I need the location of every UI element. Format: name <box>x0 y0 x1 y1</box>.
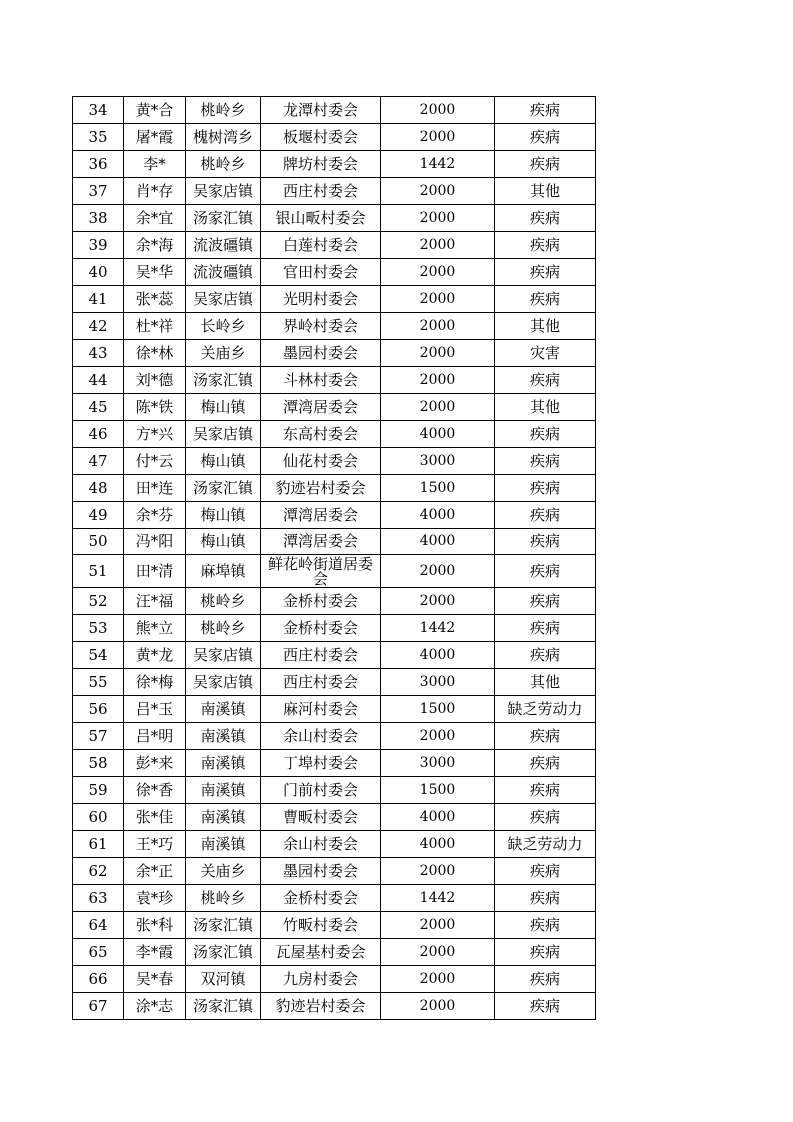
name-cell: 熊*立 <box>124 615 186 642</box>
seq-cell: 52 <box>73 588 124 615</box>
reason-cell: 疾病 <box>495 858 596 885</box>
reason-cell: 疾病 <box>495 804 596 831</box>
reason-cell: 疾病 <box>495 642 596 669</box>
name-cell: 杜*祥 <box>124 312 186 339</box>
amount-cell: 2000 <box>381 258 495 285</box>
town-cell: 吴家店镇 <box>186 177 261 204</box>
reason-cell: 疾病 <box>495 885 596 912</box>
village-cell: 余山村委会 <box>261 831 381 858</box>
town-cell: 吴家店镇 <box>186 642 261 669</box>
table-row <box>73 474 596 501</box>
village-cell: 门前村委会 <box>261 777 381 804</box>
seq-cell: 36 <box>73 150 124 177</box>
village-cell: 竹畈村委会 <box>261 912 381 939</box>
amount-cell: 2000 <box>381 204 495 231</box>
table-row <box>73 939 596 966</box>
reason-cell: 疾病 <box>495 204 596 231</box>
village-cell: 金桥村委会 <box>261 615 381 642</box>
amount-cell: 2000 <box>381 912 495 939</box>
village-cell: 东高村委会 <box>261 420 381 447</box>
village-cell: 金桥村委会 <box>261 885 381 912</box>
village-cell: 曹畈村委会 <box>261 804 381 831</box>
name-cell: 徐*香 <box>124 777 186 804</box>
amount-cell: 4000 <box>381 501 495 528</box>
seq-cell: 58 <box>73 750 124 777</box>
name-cell: 张*蕊 <box>124 285 186 312</box>
town-cell: 槐树湾乡 <box>186 123 261 150</box>
name-cell: 王*巧 <box>124 831 186 858</box>
table-row <box>73 804 596 831</box>
amount-cell: 3000 <box>381 750 495 777</box>
name-cell: 彭*来 <box>124 750 186 777</box>
reason-cell: 疾病 <box>495 723 596 750</box>
name-cell: 吴*春 <box>124 966 186 993</box>
town-cell: 南溪镇 <box>186 777 261 804</box>
village-cell: 潭湾居委会 <box>261 528 381 555</box>
town-cell: 南溪镇 <box>186 696 261 723</box>
name-cell: 黄*合 <box>124 97 186 124</box>
amount-cell: 2000 <box>381 123 495 150</box>
table-row <box>73 285 596 312</box>
name-cell: 张*科 <box>124 912 186 939</box>
table-row <box>73 555 596 588</box>
village-cell: 鲜花岭街道居委会 <box>261 555 381 588</box>
name-cell: 刘*德 <box>124 366 186 393</box>
town-cell: 流波礓镇 <box>186 231 261 258</box>
amount-cell: 2000 <box>381 285 495 312</box>
table-row <box>73 447 596 474</box>
seq-cell: 57 <box>73 723 124 750</box>
name-cell: 吕*玉 <box>124 696 186 723</box>
town-cell: 流波礓镇 <box>186 258 261 285</box>
reason-cell: 疾病 <box>495 777 596 804</box>
village-cell: 仙花村委会 <box>261 447 381 474</box>
reason-cell: 其他 <box>495 669 596 696</box>
town-cell: 关庙乡 <box>186 858 261 885</box>
reason-cell: 疾病 <box>495 231 596 258</box>
seq-cell: 41 <box>73 285 124 312</box>
seq-cell: 42 <box>73 312 124 339</box>
reason-cell: 疾病 <box>495 447 596 474</box>
table-row <box>73 723 596 750</box>
town-cell: 南溪镇 <box>186 750 261 777</box>
village-cell: 西庄村委会 <box>261 177 381 204</box>
table-row <box>73 366 596 393</box>
town-cell: 桃岭乡 <box>186 150 261 177</box>
seq-cell: 47 <box>73 447 124 474</box>
name-cell: 汪*福 <box>124 588 186 615</box>
village-cell: 潭湾居委会 <box>261 393 381 420</box>
table-row <box>73 966 596 993</box>
seq-cell: 62 <box>73 858 124 885</box>
table-row <box>73 750 596 777</box>
amount-cell: 2000 <box>381 393 495 420</box>
town-cell: 南溪镇 <box>186 804 261 831</box>
table-row <box>73 885 596 912</box>
table-row <box>73 615 596 642</box>
table-row <box>73 258 596 285</box>
records-table-body <box>73 97 596 1020</box>
seq-cell: 50 <box>73 528 124 555</box>
reason-cell: 疾病 <box>495 555 596 588</box>
reason-cell: 疾病 <box>495 501 596 528</box>
table-row <box>73 150 596 177</box>
village-cell: 瓦屋基村委会 <box>261 939 381 966</box>
name-cell: 冯*阳 <box>124 528 186 555</box>
town-cell: 桃岭乡 <box>186 615 261 642</box>
seq-cell: 35 <box>73 123 124 150</box>
village-cell: 豹迹岩村委会 <box>261 474 381 501</box>
seq-cell: 39 <box>73 231 124 258</box>
reason-cell: 疾病 <box>495 150 596 177</box>
amount-cell: 2000 <box>381 939 495 966</box>
seq-cell: 61 <box>73 831 124 858</box>
town-cell: 吴家店镇 <box>186 285 261 312</box>
town-cell: 长岭乡 <box>186 312 261 339</box>
reason-cell: 其他 <box>495 393 596 420</box>
amount-cell: 2000 <box>381 993 495 1020</box>
town-cell: 汤家汇镇 <box>186 993 261 1020</box>
table-row <box>73 696 596 723</box>
name-cell: 袁*珍 <box>124 885 186 912</box>
name-cell: 徐*林 <box>124 339 186 366</box>
reason-cell: 疾病 <box>495 285 596 312</box>
reason-cell: 缺乏劳动力 <box>495 696 596 723</box>
reason-cell: 灾害 <box>495 339 596 366</box>
amount-cell: 2000 <box>381 97 495 124</box>
table-row <box>73 669 596 696</box>
name-cell: 张*佳 <box>124 804 186 831</box>
amount-cell: 2000 <box>381 858 495 885</box>
seq-cell: 49 <box>73 501 124 528</box>
table-row <box>73 312 596 339</box>
town-cell: 麻埠镇 <box>186 555 261 588</box>
table-row <box>73 339 596 366</box>
seq-cell: 37 <box>73 177 124 204</box>
town-cell: 关庙乡 <box>186 339 261 366</box>
reason-cell: 疾病 <box>495 939 596 966</box>
records-table <box>72 96 596 1020</box>
seq-cell: 44 <box>73 366 124 393</box>
amount-cell: 1500 <box>381 777 495 804</box>
reason-cell: 疾病 <box>495 912 596 939</box>
village-cell: 界岭村委会 <box>261 312 381 339</box>
table-row <box>73 420 596 447</box>
village-cell: 余山村委会 <box>261 723 381 750</box>
seq-cell: 48 <box>73 474 124 501</box>
name-cell: 肖*存 <box>124 177 186 204</box>
table-row <box>73 501 596 528</box>
amount-cell: 3000 <box>381 669 495 696</box>
town-cell: 桃岭乡 <box>186 885 261 912</box>
table-row <box>73 993 596 1020</box>
village-cell: 潭湾居委会 <box>261 501 381 528</box>
name-cell: 屠*霞 <box>124 123 186 150</box>
amount-cell: 2000 <box>381 231 495 258</box>
reason-cell: 疾病 <box>495 588 596 615</box>
reason-cell: 疾病 <box>495 97 596 124</box>
amount-cell: 2000 <box>381 366 495 393</box>
reason-cell: 疾病 <box>495 366 596 393</box>
town-cell: 汤家汇镇 <box>186 204 261 231</box>
town-cell: 桃岭乡 <box>186 588 261 615</box>
table-row <box>73 177 596 204</box>
name-cell: 李* <box>124 150 186 177</box>
table-row <box>73 123 596 150</box>
seq-cell: 59 <box>73 777 124 804</box>
amount-cell: 4000 <box>381 420 495 447</box>
village-cell: 牌坊村委会 <box>261 150 381 177</box>
reason-cell: 其他 <box>495 312 596 339</box>
seq-cell: 64 <box>73 912 124 939</box>
town-cell: 吴家店镇 <box>186 420 261 447</box>
reason-cell: 疾病 <box>495 615 596 642</box>
table-row <box>73 858 596 885</box>
town-cell: 汤家汇镇 <box>186 366 261 393</box>
seq-cell: 55 <box>73 669 124 696</box>
amount-cell: 1500 <box>381 696 495 723</box>
town-cell: 汤家汇镇 <box>186 912 261 939</box>
name-cell: 余*宜 <box>124 204 186 231</box>
name-cell: 田*连 <box>124 474 186 501</box>
name-cell: 李*霞 <box>124 939 186 966</box>
reason-cell: 疾病 <box>495 528 596 555</box>
village-cell: 麻河村委会 <box>261 696 381 723</box>
seq-cell: 38 <box>73 204 124 231</box>
name-cell: 付*云 <box>124 447 186 474</box>
village-cell: 龙潭村委会 <box>261 97 381 124</box>
village-cell: 丁埠村委会 <box>261 750 381 777</box>
village-cell: 西庄村委会 <box>261 669 381 696</box>
village-cell: 白莲村委会 <box>261 231 381 258</box>
reason-cell: 疾病 <box>495 966 596 993</box>
reason-cell: 疾病 <box>495 123 596 150</box>
amount-cell: 1500 <box>381 474 495 501</box>
amount-cell: 2000 <box>381 723 495 750</box>
village-cell: 墨园村委会 <box>261 858 381 885</box>
amount-cell: 1442 <box>381 885 495 912</box>
seq-cell: 45 <box>73 393 124 420</box>
name-cell: 余*海 <box>124 231 186 258</box>
village-cell: 墨园村委会 <box>261 339 381 366</box>
town-cell: 双河镇 <box>186 966 261 993</box>
name-cell: 方*兴 <box>124 420 186 447</box>
seq-cell: 51 <box>73 555 124 588</box>
village-cell: 西庄村委会 <box>261 642 381 669</box>
seq-cell: 43 <box>73 339 124 366</box>
seq-cell: 53 <box>73 615 124 642</box>
table-row <box>73 912 596 939</box>
seq-cell: 67 <box>73 993 124 1020</box>
seq-cell: 56 <box>73 696 124 723</box>
amount-cell: 2000 <box>381 177 495 204</box>
town-cell: 汤家汇镇 <box>186 474 261 501</box>
name-cell: 田*清 <box>124 555 186 588</box>
table-row <box>73 831 596 858</box>
table-row <box>73 528 596 555</box>
amount-cell: 4000 <box>381 528 495 555</box>
reason-cell: 疾病 <box>495 750 596 777</box>
town-cell: 南溪镇 <box>186 831 261 858</box>
table-row <box>73 393 596 420</box>
town-cell: 吴家店镇 <box>186 669 261 696</box>
amount-cell: 2000 <box>381 588 495 615</box>
name-cell: 吴*华 <box>124 258 186 285</box>
table-row <box>73 204 596 231</box>
name-cell: 黄*龙 <box>124 642 186 669</box>
seq-cell: 34 <box>73 97 124 124</box>
village-cell: 金桥村委会 <box>261 588 381 615</box>
reason-cell: 疾病 <box>495 258 596 285</box>
town-cell: 梅山镇 <box>186 528 261 555</box>
reason-cell: 其他 <box>495 177 596 204</box>
town-cell: 桃岭乡 <box>186 97 261 124</box>
town-cell: 汤家汇镇 <box>186 939 261 966</box>
amount-cell: 2000 <box>381 555 495 588</box>
table-row <box>73 777 596 804</box>
amount-cell: 4000 <box>381 804 495 831</box>
village-cell: 豹迹岩村委会 <box>261 993 381 1020</box>
seq-cell: 40 <box>73 258 124 285</box>
village-cell: 银山畈村委会 <box>261 204 381 231</box>
reason-cell: 疾病 <box>495 420 596 447</box>
table-row <box>73 588 596 615</box>
reason-cell: 疾病 <box>495 993 596 1020</box>
seq-cell: 54 <box>73 642 124 669</box>
town-cell: 梅山镇 <box>186 393 261 420</box>
village-cell: 九房村委会 <box>261 966 381 993</box>
town-cell: 梅山镇 <box>186 447 261 474</box>
seq-cell: 66 <box>73 966 124 993</box>
table-row <box>73 642 596 669</box>
village-cell: 板堰村委会 <box>261 123 381 150</box>
village-cell: 官田村委会 <box>261 258 381 285</box>
name-cell: 吕*明 <box>124 723 186 750</box>
amount-cell: 2000 <box>381 339 495 366</box>
name-cell: 涂*志 <box>124 993 186 1020</box>
seq-cell: 46 <box>73 420 124 447</box>
seq-cell: 65 <box>73 939 124 966</box>
amount-cell: 1442 <box>381 150 495 177</box>
name-cell: 余*正 <box>124 858 186 885</box>
seq-cell: 60 <box>73 804 124 831</box>
name-cell: 徐*梅 <box>124 669 186 696</box>
amount-cell: 3000 <box>381 447 495 474</box>
name-cell: 陈*铁 <box>124 393 186 420</box>
seq-cell: 63 <box>73 885 124 912</box>
name-cell: 余*芬 <box>124 501 186 528</box>
amount-cell: 4000 <box>381 831 495 858</box>
reason-cell: 疾病 <box>495 474 596 501</box>
table-row <box>73 97 596 124</box>
village-cell: 光明村委会 <box>261 285 381 312</box>
village-cell: 斗林村委会 <box>261 366 381 393</box>
amount-cell: 4000 <box>381 642 495 669</box>
amount-cell: 2000 <box>381 966 495 993</box>
reason-cell: 缺乏劳动力 <box>495 831 596 858</box>
table-row <box>73 231 596 258</box>
town-cell: 梅山镇 <box>186 501 261 528</box>
town-cell: 南溪镇 <box>186 723 261 750</box>
amount-cell: 2000 <box>381 312 495 339</box>
amount-cell: 1442 <box>381 615 495 642</box>
